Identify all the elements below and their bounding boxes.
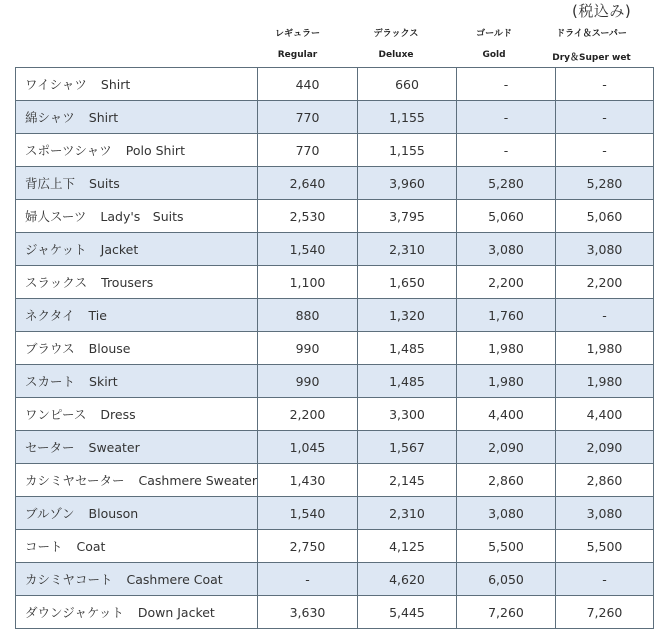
item-name-jp: ブルゾン [25, 506, 75, 521]
price-cell: 2,145 [358, 464, 457, 497]
item-name-cell [16, 167, 258, 200]
tax-included-note: (税込み) [572, 2, 632, 20]
item-name-cell [16, 530, 258, 563]
item-name-en: Down Jacket [137, 605, 215, 620]
price-cell: 4,125 [358, 530, 457, 563]
price-cell: 5,500 [556, 530, 654, 563]
price-cell: 4,400 [457, 398, 556, 431]
item-name-cell [16, 596, 258, 629]
item-name-cell [16, 332, 258, 365]
price-cell: 7,260 [556, 596, 654, 629]
price-cell: 5,280 [556, 167, 654, 200]
price-cell: 2,310 [358, 233, 457, 266]
item-name-en: Dress [100, 407, 136, 422]
price-cell: - [556, 563, 654, 596]
item-name-en: Coat [76, 539, 106, 554]
price-cell: 3,080 [556, 497, 654, 530]
price-cell: 1,980 [556, 365, 654, 398]
price-table-body [16, 68, 654, 629]
price-cell: 3,630 [258, 596, 358, 629]
table-row [16, 497, 654, 530]
table-row [16, 134, 654, 167]
price-cell: 2,090 [556, 431, 654, 464]
price-cell: 3,795 [358, 200, 457, 233]
item-name-cell [16, 464, 258, 497]
price-cell: 3,960 [358, 167, 457, 200]
item-name-cell [16, 398, 258, 431]
item-name-en: Trousers [101, 275, 154, 290]
price-cell: 5,280 [457, 167, 556, 200]
price-cell: 4,620 [358, 563, 457, 596]
price-table [15, 67, 654, 629]
price-cell: 5,445 [358, 596, 457, 629]
table-row [16, 596, 654, 629]
table-row [16, 431, 654, 464]
price-cell: 1,980 [457, 332, 556, 365]
item-name-en: Sweater [88, 440, 140, 455]
table-row [16, 200, 654, 233]
item-name-jp: スカート [25, 374, 76, 389]
item-name-en: Tie [88, 308, 107, 323]
price-cell: 1,540 [258, 497, 358, 530]
price-cell: 440 [258, 68, 358, 101]
price-cell: 660 [358, 68, 457, 101]
column-header-regular-en: Regular [277, 50, 318, 60]
price-cell: 3,080 [556, 233, 654, 266]
table-row [16, 266, 654, 299]
price-cell: 2,310 [358, 497, 457, 530]
item-name-cell [16, 431, 258, 464]
item-name-cell [16, 134, 258, 167]
price-cell: 7,260 [457, 596, 556, 629]
column-header-dry-super-jp: ドライ＆スーパー [556, 29, 627, 39]
price-cell: 1,567 [358, 431, 457, 464]
table-row [16, 167, 654, 200]
table-row [16, 398, 654, 431]
item-name-cell [16, 563, 258, 596]
item-name-en: Polo Shirt [125, 143, 185, 158]
price-cell: 5,500 [457, 530, 556, 563]
item-name-en: Skirt [89, 374, 118, 389]
table-row [16, 68, 654, 101]
column-header-deluxe-jp: デラックス [373, 29, 419, 39]
item-name-jp: ジャケット [25, 242, 87, 257]
item-name-en: Cashmere Coat [126, 572, 223, 587]
price-cell: 1,155 [358, 134, 457, 167]
price-cell: 3,080 [457, 233, 556, 266]
item-name-jp: セーター [25, 440, 75, 455]
item-name-jp: ネクタイ [25, 308, 75, 323]
price-cell: - [258, 563, 358, 596]
price-cell: - [556, 134, 654, 167]
price-cell: 770 [258, 101, 358, 134]
price-cell: 1,045 [258, 431, 358, 464]
price-cell: 1,760 [457, 299, 556, 332]
table-row [16, 101, 654, 134]
price-cell: 4,400 [556, 398, 654, 431]
column-header-deluxe-en: Deluxe [378, 50, 414, 60]
price-cell: 3,080 [457, 497, 556, 530]
price-cell: 2,090 [457, 431, 556, 464]
price-cell: 5,060 [556, 200, 654, 233]
item-name-en: Jacket [100, 242, 139, 257]
column-header-regular-jp: レギュラー [274, 29, 320, 39]
table-row [16, 365, 654, 398]
column-header-gold-en: Gold [482, 50, 506, 60]
table-row [16, 299, 654, 332]
item-name-en: Shirt [88, 110, 119, 125]
item-name-cell [16, 266, 258, 299]
column-header-dry-super-en: Dry＆Super wet [552, 53, 631, 63]
item-name-en: Blouse [88, 341, 131, 356]
price-cell: 2,200 [556, 266, 654, 299]
price-cell: 1,485 [358, 332, 457, 365]
item-name-jp: ワンピース [25, 407, 87, 422]
column-header-gold-jp: ゴールド [476, 29, 512, 39]
price-cell: - [556, 101, 654, 134]
item-name-jp: ワイシャツ [25, 77, 87, 92]
item-name-en: Suits [89, 176, 120, 191]
price-cell: - [457, 68, 556, 101]
item-name-jp: 背広上下 [25, 176, 76, 191]
item-name-jp: 綿シャツ [25, 110, 75, 125]
table-row [16, 332, 654, 365]
table-row [16, 233, 654, 266]
item-name-cell [16, 365, 258, 398]
price-cell: 5,060 [457, 200, 556, 233]
item-name-jp: ダウンジャケット [25, 605, 124, 620]
item-name-jp: ブラウス [25, 341, 75, 356]
item-name-jp: カシミヤコート [25, 572, 113, 587]
price-cell: 2,530 [258, 200, 358, 233]
price-cell: 1,430 [258, 464, 358, 497]
price-cell: - [556, 299, 654, 332]
price-cell: 990 [258, 365, 358, 398]
item-name-en: Shirt [100, 77, 131, 92]
price-cell: 1,650 [358, 266, 457, 299]
price-cell: 1,320 [358, 299, 457, 332]
item-name-en: Blouson [88, 506, 139, 521]
price-cell: 770 [258, 134, 358, 167]
price-cell: 1,100 [258, 266, 358, 299]
item-name-jp: スラックス [25, 275, 88, 290]
item-name-cell [16, 233, 258, 266]
price-cell: 1,485 [358, 365, 457, 398]
price-cell: 990 [258, 332, 358, 365]
price-cell: 2,200 [258, 398, 358, 431]
item-name-jp: カシミヤセーター [25, 473, 125, 488]
price-cell: 880 [258, 299, 358, 332]
price-cell: - [457, 101, 556, 134]
price-cell: 2,860 [556, 464, 654, 497]
price-cell: 2,860 [457, 464, 556, 497]
table-row [16, 530, 654, 563]
price-cell: - [457, 134, 556, 167]
item-name-cell [16, 299, 258, 332]
item-name-cell [16, 68, 258, 101]
price-cell: 1,980 [457, 365, 556, 398]
price-cell: 3,300 [358, 398, 457, 431]
table-row [16, 563, 654, 596]
price-cell: 6,050 [457, 563, 556, 596]
price-cell: 1,980 [556, 332, 654, 365]
item-name-cell [16, 101, 258, 134]
item-name-en: Lady's Suits [100, 209, 184, 224]
price-cell: 2,200 [457, 266, 556, 299]
price-cell: 2,750 [258, 530, 358, 563]
item-name-cell [16, 497, 258, 530]
price-cell: 2,640 [258, 167, 358, 200]
item-name-jp: 婦人スーツ [25, 209, 87, 224]
price-cell: 1,540 [258, 233, 358, 266]
price-cell: 1,155 [358, 101, 457, 134]
price-cell: - [556, 68, 654, 101]
item-name-cell [16, 200, 258, 233]
table-row [16, 464, 654, 497]
item-name-jp: スポーツシャツ [25, 143, 112, 158]
item-name-en: Cashmere Sweater [138, 473, 257, 488]
item-name-jp: コート [25, 539, 63, 554]
